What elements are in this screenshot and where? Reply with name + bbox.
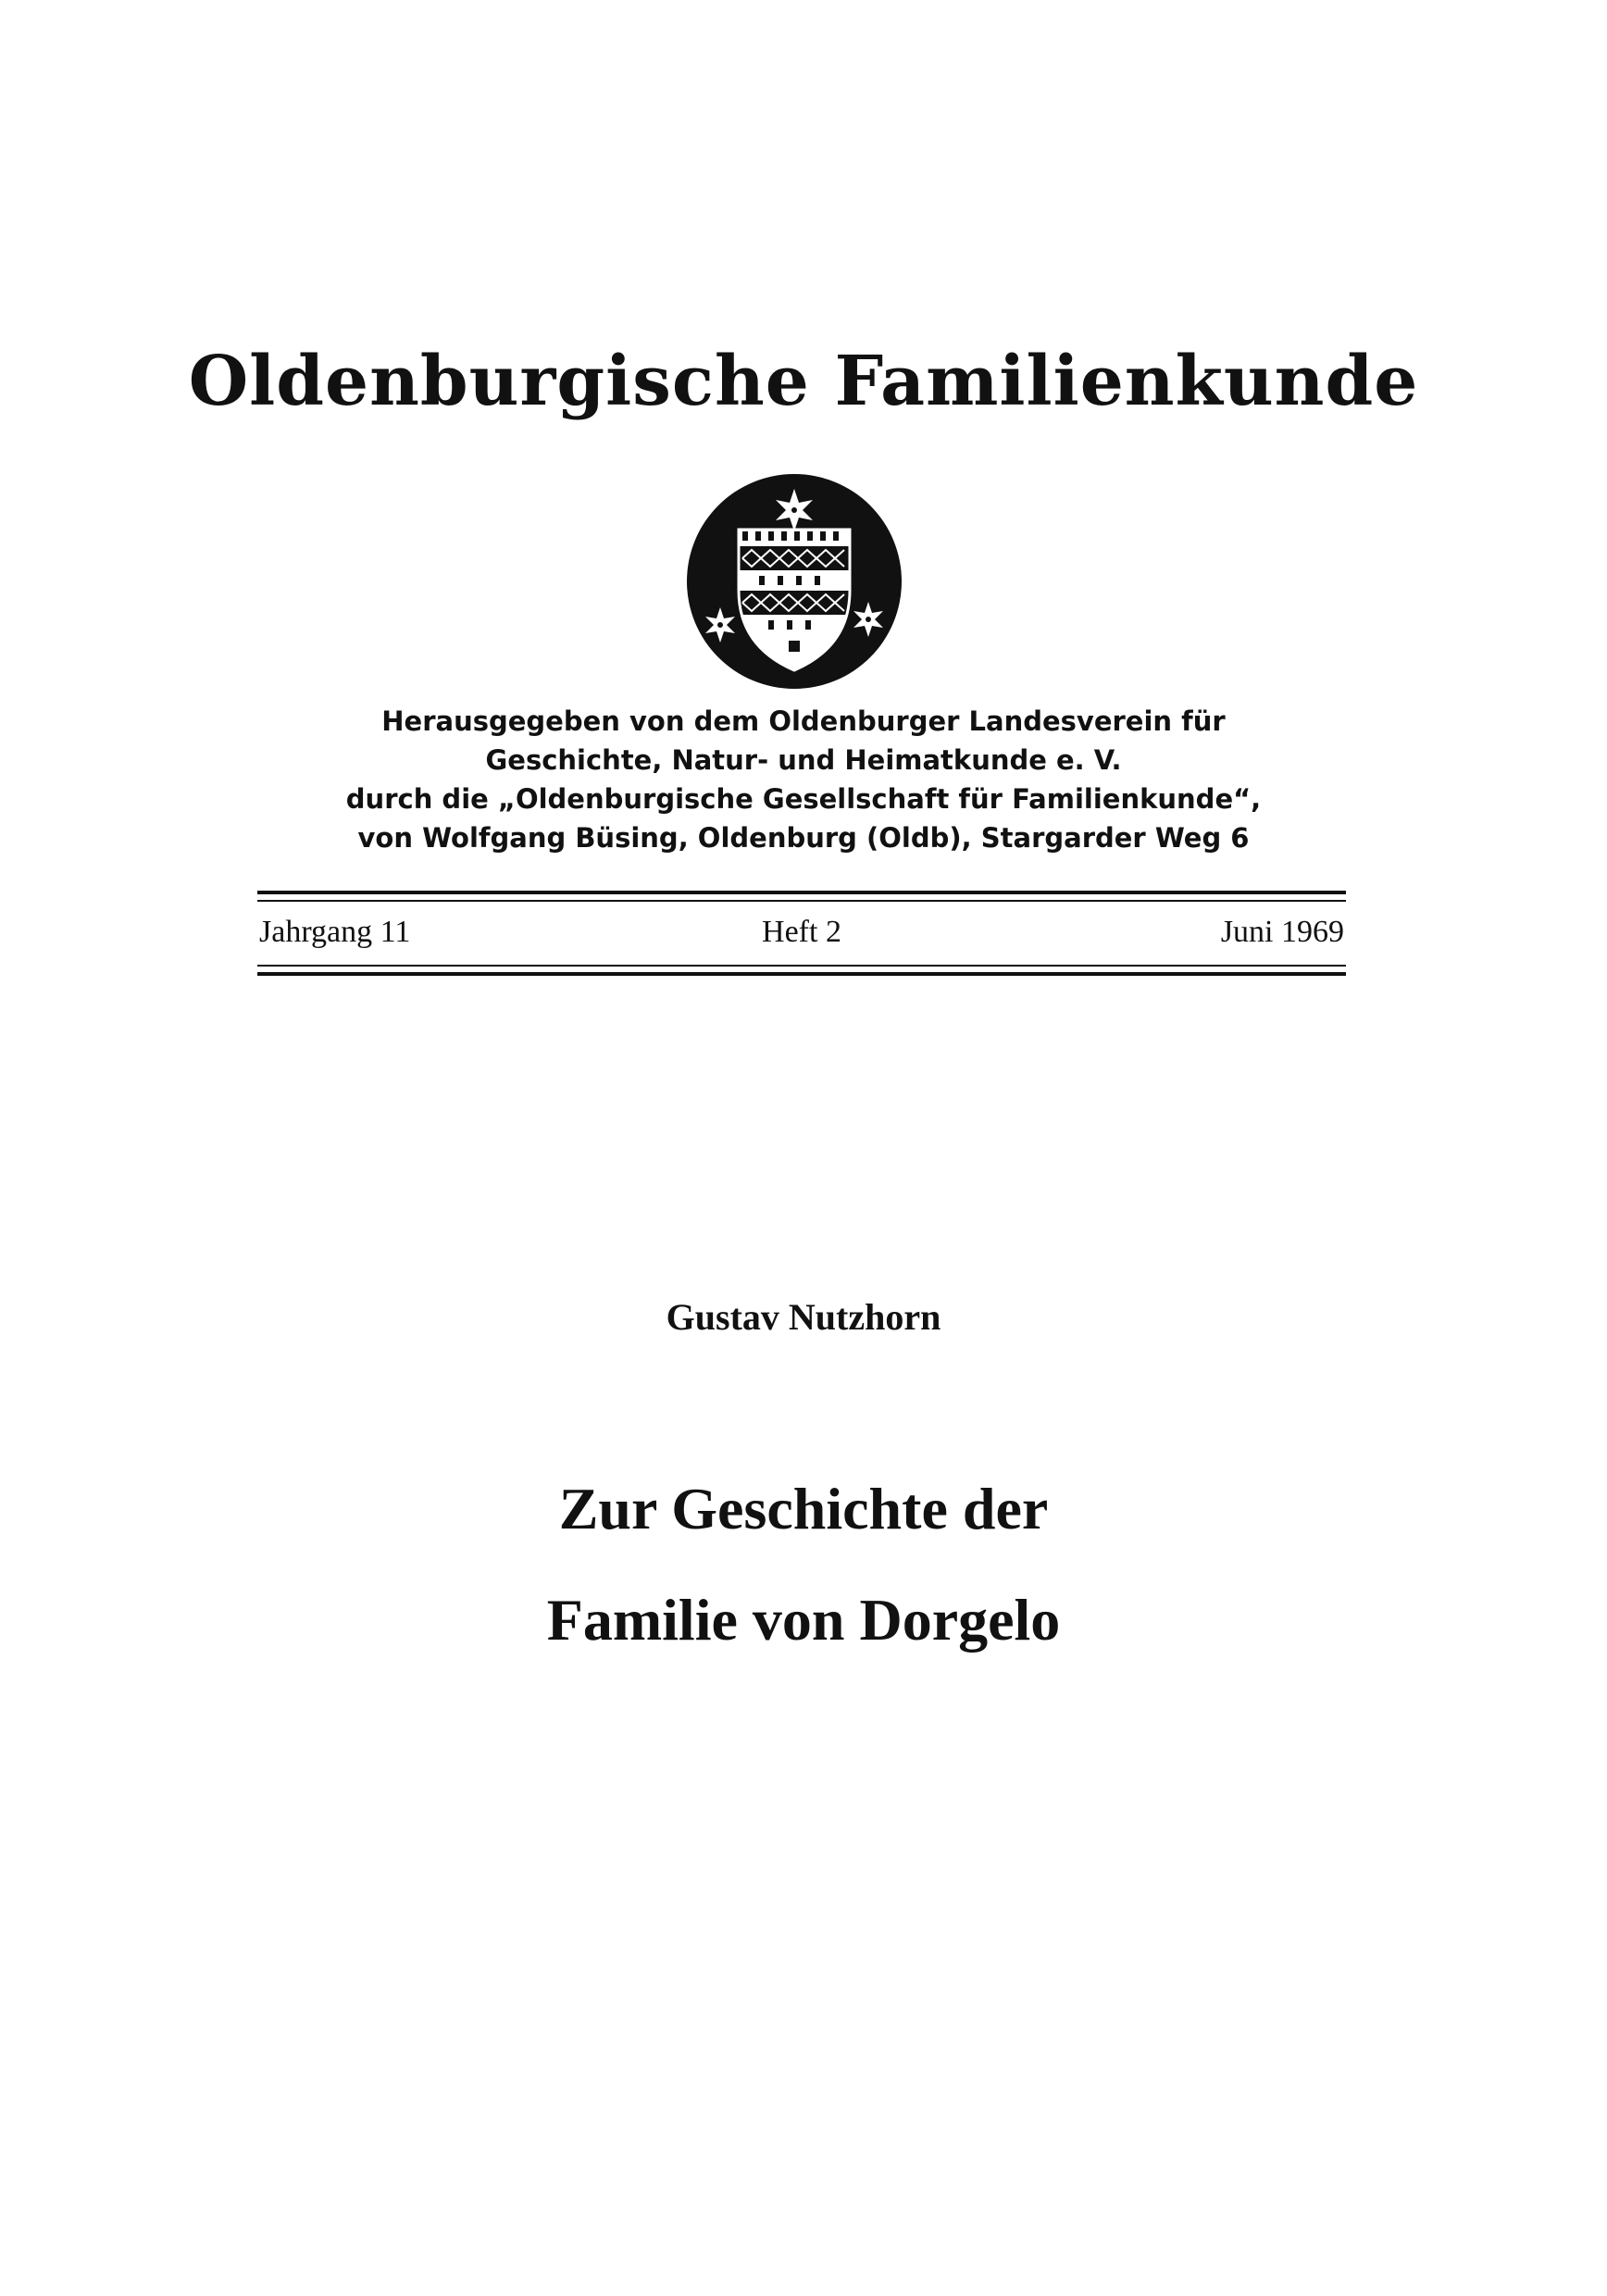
- divider-rule: [257, 891, 1346, 894]
- divider-rule: [257, 900, 1346, 902]
- article-title: [0, 1454, 1607, 1676]
- publisher-line: von Wolfgang Büsing, Oldenburg (Oldb), Stargarder Weg 6: [357, 822, 1250, 854]
- article-title-line: Familie von Dorgelo: [546, 1587, 1061, 1653]
- oldenburg-coat-of-arms-icon: [685, 472, 903, 691]
- publisher-line: Geschichte, Natur- und Heimatkunde e. V.: [485, 744, 1122, 776]
- article-author: Gustav Nutzhorn: [666, 1296, 941, 1338]
- issue-volume: Jahrgang 11: [259, 915, 411, 949]
- publisher-block: [0, 702, 1607, 857]
- publisher-line: Herausgegeben von dem Oldenburger Landesverein für: [381, 705, 1226, 737]
- divider-rule: [257, 972, 1346, 976]
- divider-rule: [257, 965, 1346, 967]
- article-title-line: Zur Geschichte der: [558, 1476, 1049, 1541]
- journal-title: Oldenburgische Familienkunde: [188, 342, 1419, 421]
- issue-number: Heft 2: [762, 915, 841, 949]
- issue-date: Juni 1969: [1220, 915, 1344, 949]
- publisher-line: durch die „Oldenburgische Gesellschaft für Familienkunde“,: [345, 783, 1262, 815]
